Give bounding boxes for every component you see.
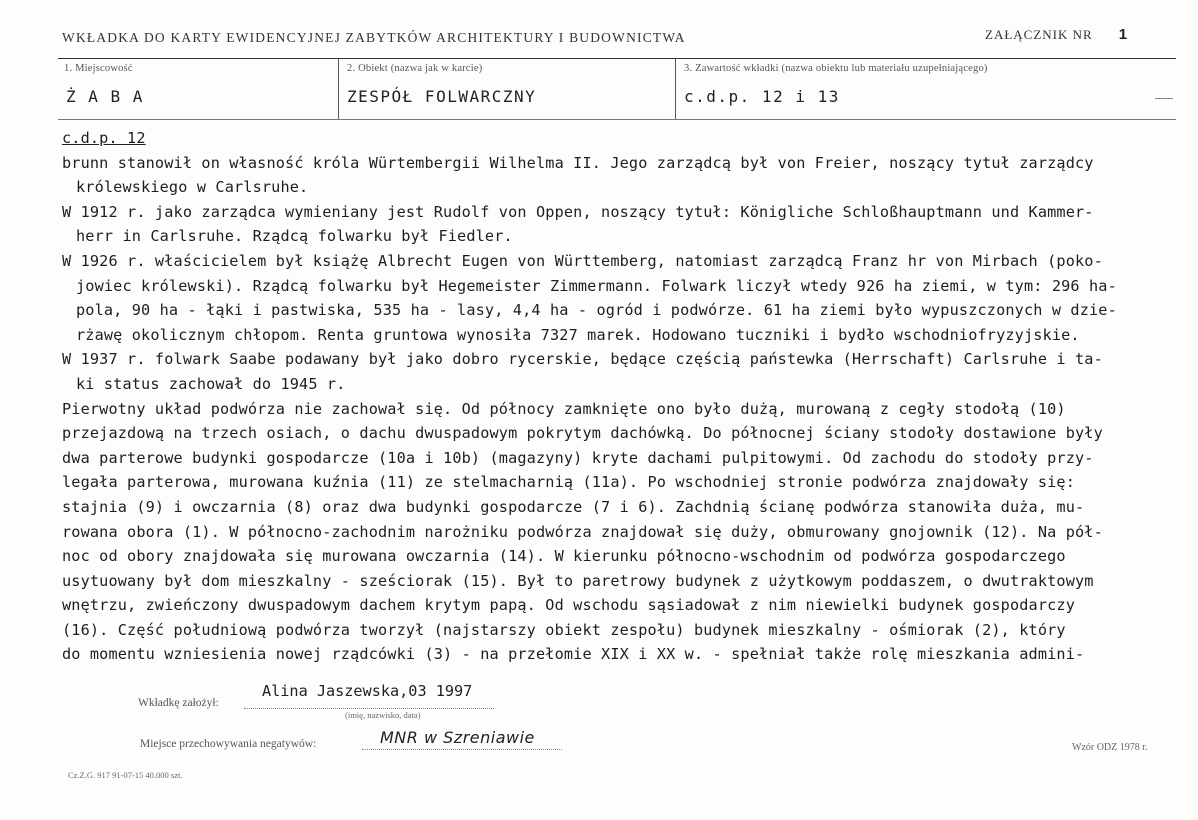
author-label: Wkładkę założył: bbox=[138, 697, 219, 709]
content-value: c.d.p. 12 i 13 bbox=[684, 87, 840, 106]
text-line: herr in Carlsruhe. Rządcą folwarku był Fiedler. bbox=[76, 227, 513, 246]
text-line: królewskiego w Carlsruhe. bbox=[76, 178, 309, 197]
text-line: pola, 90 ha - łąki i pastwiska, 535 ha - lasy, 4,4 ha - ogród i podwórze. 61 ha ziemi było wypuszczonych w dzie- bbox=[76, 301, 1117, 320]
object-cell bbox=[339, 59, 676, 119]
author-value: Alina Jaszewska,03 1997 bbox=[262, 682, 473, 700]
print-info: Cz.Z.G. 917 91-07-15 40.000 szt. bbox=[68, 770, 183, 780]
header-table bbox=[58, 58, 1176, 120]
author-line bbox=[244, 708, 494, 709]
object-value: ZESPÓŁ FOLWARCZNY bbox=[347, 87, 537, 106]
text-line: rowana obora (1). W północno-zachodnim narożniku podwórza znajdował się duży, obmurowany gnojownik (12). Na pół- bbox=[62, 522, 1103, 541]
storage-label: Miejsce przechowywania negatywów: bbox=[140, 738, 317, 750]
storage-value: MNR w Szreniawie bbox=[380, 728, 535, 747]
text-line: W 1937 r. folwark Saabe podawany był jako dobro rycerskie, będące częścią państewka (Herrschaft) Carlsruhe i ta- bbox=[62, 350, 1103, 369]
text-line: usytuowany był dom mieszkalny - sześciorak (15). Był to paretrowy budynek z użytkowym poddaszem, o dwutraktowym bbox=[62, 571, 1094, 590]
object-label: 2. Obiekt (nazwa jak w karcie) bbox=[347, 63, 483, 74]
text-line: W 1912 r. jako zarządca wymieniany jest Rudolf von Oppen, noszący tytuł: Königliche Schloßhauptmann und Kammer- bbox=[62, 202, 1094, 221]
author-hint: (imię, nazwisko, data) bbox=[345, 710, 421, 720]
content-cell bbox=[676, 59, 1176, 119]
text-line: Pierwotny układ podwórza nie zachował się. Od północy zamknięte ono było dużą, murowaną z cegły stodołą (10) bbox=[62, 399, 1066, 418]
text-line: noc od obory znajdowała się murowana owczarnia (14). W kierunku północno-wschodnim od podwórza gospodarczego bbox=[62, 547, 1066, 566]
content-label: 3. Zawartość wkładki (nazwa obiektu lub materiału uzupełniającego) bbox=[684, 63, 988, 74]
attachment-label: ZAŁĄCZNIK NR bbox=[985, 27, 1093, 42]
locality-cell bbox=[58, 59, 339, 119]
storage-line bbox=[362, 749, 562, 750]
text-line: do momentu wzniesienia nowej rządcówki (3) - na przełomie XIX i XX w. - spełniał także rolę mieszkania admini- bbox=[62, 645, 1085, 664]
locality-label: 1. Miejscowość bbox=[64, 63, 133, 74]
text-line: legała parterowa, murowana kuźnia (11) ze stelmacharnią (11a). Po wschodniej stronie podwórza znajdowały się: bbox=[62, 473, 1076, 492]
text-line: ki status zachował do 1945 r. bbox=[76, 374, 346, 393]
text-line: przejazdową na trzech osiach, o dachu dwuspadowym pokrytym dachówką. Do północnej ściany stodoły dostawione były bbox=[62, 424, 1103, 443]
text-line: brunn stanowił on własność króla Würtembergii Wilhelma II. Jego zarządcą był von Freier, noszący tytuł zarządcy bbox=[62, 153, 1094, 172]
text-line: wnętrzu, zwieńczony dwuspadowym dachem krytym papą. Od wschodu sąsiadował z nim niewielki budynek gospodarczy bbox=[62, 596, 1076, 615]
locality-value: Ż A B A bbox=[66, 87, 144, 106]
form-info: Wzór ODZ 1978 r. bbox=[1072, 742, 1148, 753]
attachment-value: 1 bbox=[1118, 26, 1129, 43]
text-line: stajnia (9) i owczarnia (8) oraz dwa budynki gospodarcze (7 i 6). Zachdnią ścianę podwórza stanowiła duża, mu- bbox=[62, 497, 1085, 516]
document-title: WKŁADKA DO KARTY EWIDENCYJNEJ ZABYTKÓW ARCHITEKTURY I BUDOWNICTWA bbox=[62, 30, 686, 45]
attachment-number bbox=[985, 26, 1128, 43]
margin-mark bbox=[1155, 98, 1173, 99]
text-line: jowiec królewski). Rządcą folwarku był Hegemeister Zimmermann. Folwark liczył wtedy 926 ha ziemi, w tym: 296 ha- bbox=[76, 276, 1117, 295]
body-text bbox=[62, 126, 1172, 667]
section-heading: c.d.p. 12 bbox=[62, 129, 146, 147]
text-line: (16). Część południową podwórza tworzył (najstarszy obiekt zespołu) budynek mieszkalny - ośmiorak (2), który bbox=[62, 620, 1066, 639]
text-line: W 1926 r. właścicielem był książę Albrecht Eugen von Württemberg, natomiast zarządcą Franz hr von Mirbach (poko- bbox=[62, 251, 1103, 270]
text-line: dwa parterowe budynki gospodarcze (10a i 10b) (magazyny) kryte dachami pulpitowymi. Od zachodu do stodoły przy- bbox=[62, 448, 1094, 467]
text-line: rżawę okolicznym chłopom. Renta gruntowa wynosiła 7327 marek. Hodowano tuczniki i bydło wschodniofryzyjskie. bbox=[76, 325, 1080, 344]
